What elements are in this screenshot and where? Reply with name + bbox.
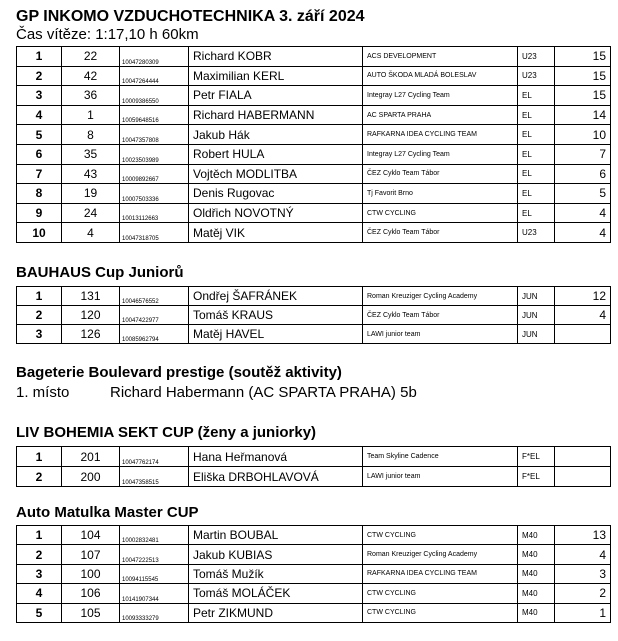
bib-number-cell: 200 [62,467,120,487]
team-cell: CTW CYCLING [363,603,518,622]
rider-name-cell: Petr ZIKMUND [189,603,363,622]
prestige-place: 1. místo [16,384,70,401]
points-cell: 15 [555,47,611,67]
bib-number-cell: 19 [62,184,120,204]
license-number-cell: 10047264444 [120,66,189,86]
license-number-cell: 10085962794 [120,325,189,344]
license-number-cell: 10047357808 [120,125,189,145]
prestige-section-title: Bageterie Boulevard prestige (soutěž aktivity) [16,364,342,381]
bib-number-cell: 106 [62,584,120,603]
table-row [17,47,611,67]
points-cell: 6 [555,164,611,184]
table-row [17,86,611,106]
license-number-cell: 10047222513 [120,545,189,564]
points-cell: 4 [555,545,611,564]
license-number-cell: 10002832481 [120,526,189,545]
position-cell: 3 [17,564,62,583]
table-row [17,203,611,223]
points-cell: 4 [555,306,611,325]
points-cell [555,325,611,344]
rider-name-cell: Jakub KUBIAS [189,545,363,564]
rider-name-cell: Tomáš KRAUS [189,306,363,325]
master-results-table [16,525,611,623]
category-cell: EL [518,105,555,125]
team-cell: RAFKARNA IDEA CYCLING TEAM [363,125,518,145]
rider-name-cell: Ondřej ŠAFRÁNEK [189,287,363,306]
master-section-title: Auto Matulka Master CUP [16,504,199,521]
points-cell: 14 [555,105,611,125]
table-row [17,184,611,204]
table-row [17,564,611,583]
table-row [17,164,611,184]
category-cell: EL [518,203,555,223]
rider-name-cell: Tomáš MOLÁČEK [189,584,363,603]
license-number-cell: 10007503336 [120,184,189,204]
position-cell: 2 [17,467,62,487]
junior-section-title: BAUHAUS Cup Juniorů [16,264,184,281]
position-cell: 5 [17,603,62,622]
rider-name-cell: Denis Rugovac [189,184,363,204]
license-number-cell: 10047358515 [120,467,189,487]
table-row [17,526,611,545]
position-cell: 3 [17,325,62,344]
team-cell: AC SPARTA PRAHA [363,105,518,125]
category-cell: F*EL [518,467,555,487]
bib-number-cell: 42 [62,66,120,86]
table-row [17,447,611,467]
team-cell: ACS DEVELOPMENT [363,47,518,67]
team-cell: Roman Kreuziger Cycling Academy [363,287,518,306]
points-cell: 15 [555,66,611,86]
position-cell: 7 [17,164,62,184]
prestige-winner-line [16,384,417,401]
license-number-cell: 10009892667 [120,164,189,184]
table-row [17,325,611,344]
position-cell: 4 [17,105,62,125]
rider-name-cell: Oldřich NOVOTNÝ [189,203,363,223]
license-number-cell: 10009386550 [120,86,189,106]
team-cell: CTW CYCLING [363,584,518,603]
rider-name-cell: Martin BOUBAL [189,526,363,545]
license-number-cell: 10094115545 [120,564,189,583]
table-row [17,545,611,564]
category-cell: U23 [518,66,555,86]
position-cell: 9 [17,203,62,223]
bib-number-cell: 104 [62,526,120,545]
category-cell: M40 [518,584,555,603]
position-cell: 8 [17,184,62,204]
women-results-table [16,446,611,487]
category-cell: EL [518,86,555,106]
license-number-cell: 10059648516 [120,105,189,125]
license-number-cell: 10047280309 [120,47,189,67]
bib-number-cell: 120 [62,306,120,325]
bib-number-cell: 22 [62,47,120,67]
license-number-cell: 10046576552 [120,287,189,306]
category-cell: M40 [518,564,555,583]
rider-name-cell: Eliška DRBOHLAVOVÁ [189,467,363,487]
junior-results-table [16,286,611,344]
team-cell: ČEZ Cyklo Team Tábor [363,306,518,325]
team-cell: Roman Kreuziger Cycling Academy [363,545,518,564]
team-cell: Tj Favorit Brno [363,184,518,204]
position-cell: 4 [17,584,62,603]
bib-number-cell: 107 [62,545,120,564]
position-cell: 2 [17,545,62,564]
team-cell: AUTO ŠKODA MLADÁ BOLESLAV [363,66,518,86]
category-cell: JUN [518,287,555,306]
rider-name-cell: Hana Heřmanová [189,447,363,467]
position-cell: 1 [17,526,62,545]
category-cell: EL [518,164,555,184]
rider-name-cell: Matěj HAVEL [189,325,363,344]
main-results-table [16,46,611,243]
points-cell: 4 [555,203,611,223]
points-cell [555,447,611,467]
position-cell: 1 [17,447,62,467]
category-cell: U23 [518,223,555,243]
category-cell: M40 [518,603,555,622]
bib-number-cell: 100 [62,564,120,583]
team-cell: Integray L27 Cycling Team [363,86,518,106]
bib-number-cell: 35 [62,144,120,164]
team-cell: CTW CYCLING [363,203,518,223]
points-cell: 3 [555,564,611,583]
license-number-cell: 10013112663 [120,203,189,223]
team-cell: ČEZ Cyklo Team Tábor [363,164,518,184]
category-cell: JUN [518,325,555,344]
table-row [17,105,611,125]
rider-name-cell: Richard HABERMANN [189,105,363,125]
position-cell: 5 [17,125,62,145]
rider-name-cell: Vojtěch MODLITBA [189,164,363,184]
team-cell: LAWI junior team [363,325,518,344]
license-number-cell: 10047762174 [120,447,189,467]
team-cell: RAFKARNA IDEA CYCLING TEAM [363,564,518,583]
points-cell: 15 [555,86,611,106]
team-cell: ČEZ Cyklo Team Tábor [363,223,518,243]
rider-name-cell: Petr FIALA [189,86,363,106]
license-number-cell: 10047318705 [120,223,189,243]
table-row [17,125,611,145]
rider-name-cell: Robert HULA [189,144,363,164]
category-cell: U23 [518,47,555,67]
license-number-cell: 10023503989 [120,144,189,164]
points-cell: 10 [555,125,611,145]
points-cell: 1 [555,603,611,622]
category-cell: M40 [518,545,555,564]
page-title: GP INKOMO VZDUCHOTECHNIKA 3. září 2024 [16,8,365,25]
category-cell: F*EL [518,447,555,467]
position-cell: 3 [17,86,62,106]
points-cell: 2 [555,584,611,603]
bib-number-cell: 43 [62,164,120,184]
women-section-title: LIV BOHEMIA SEKT CUP (ženy a juniorky) [16,424,317,441]
points-cell: 4 [555,223,611,243]
bib-number-cell: 24 [62,203,120,223]
table-row [17,144,611,164]
points-cell [555,467,611,487]
points-cell: 5 [555,184,611,204]
category-cell: EL [518,125,555,145]
table-row [17,66,611,86]
table-row [17,603,611,622]
table-row [17,287,611,306]
table-row [17,223,611,243]
rider-name-cell: Jakub Hák [189,125,363,145]
category-cell: EL [518,144,555,164]
points-cell: 12 [555,287,611,306]
bib-number-cell: 1 [62,105,120,125]
rider-name-cell: Maximilian KERL [189,66,363,86]
license-number-cell: 10047422977 [120,306,189,325]
table-row [17,306,611,325]
position-cell: 6 [17,144,62,164]
bib-number-cell: 131 [62,287,120,306]
position-cell: 2 [17,306,62,325]
bib-number-cell: 201 [62,447,120,467]
team-cell: Integray L27 Cycling Team [363,144,518,164]
position-cell: 1 [17,287,62,306]
bib-number-cell: 126 [62,325,120,344]
team-cell: LAWI junior team [363,467,518,487]
winner-time: Čas vítěze: 1:17,10 h 60km [16,26,199,43]
team-cell: Team Skyline Cadence [363,447,518,467]
bib-number-cell: 8 [62,125,120,145]
bib-number-cell: 36 [62,86,120,106]
position-cell: 2 [17,66,62,86]
table-row [17,584,611,603]
position-cell: 10 [17,223,62,243]
bib-number-cell: 4 [62,223,120,243]
rider-name-cell: Richard KOBR [189,47,363,67]
points-cell: 7 [555,144,611,164]
category-cell: EL [518,184,555,204]
table-row [17,467,611,487]
prestige-winner: Richard Habermann (AC SPARTA PRAHA) 5b [110,384,417,401]
rider-name-cell: Matěj VIK [189,223,363,243]
license-number-cell: 10093333279 [120,603,189,622]
license-number-cell: 10141907344 [120,584,189,603]
rider-name-cell: Tomáš Mužík [189,564,363,583]
category-cell: JUN [518,306,555,325]
team-cell: CTW CYCLING [363,526,518,545]
bib-number-cell: 105 [62,603,120,622]
category-cell: M40 [518,526,555,545]
points-cell: 13 [555,526,611,545]
position-cell: 1 [17,47,62,67]
